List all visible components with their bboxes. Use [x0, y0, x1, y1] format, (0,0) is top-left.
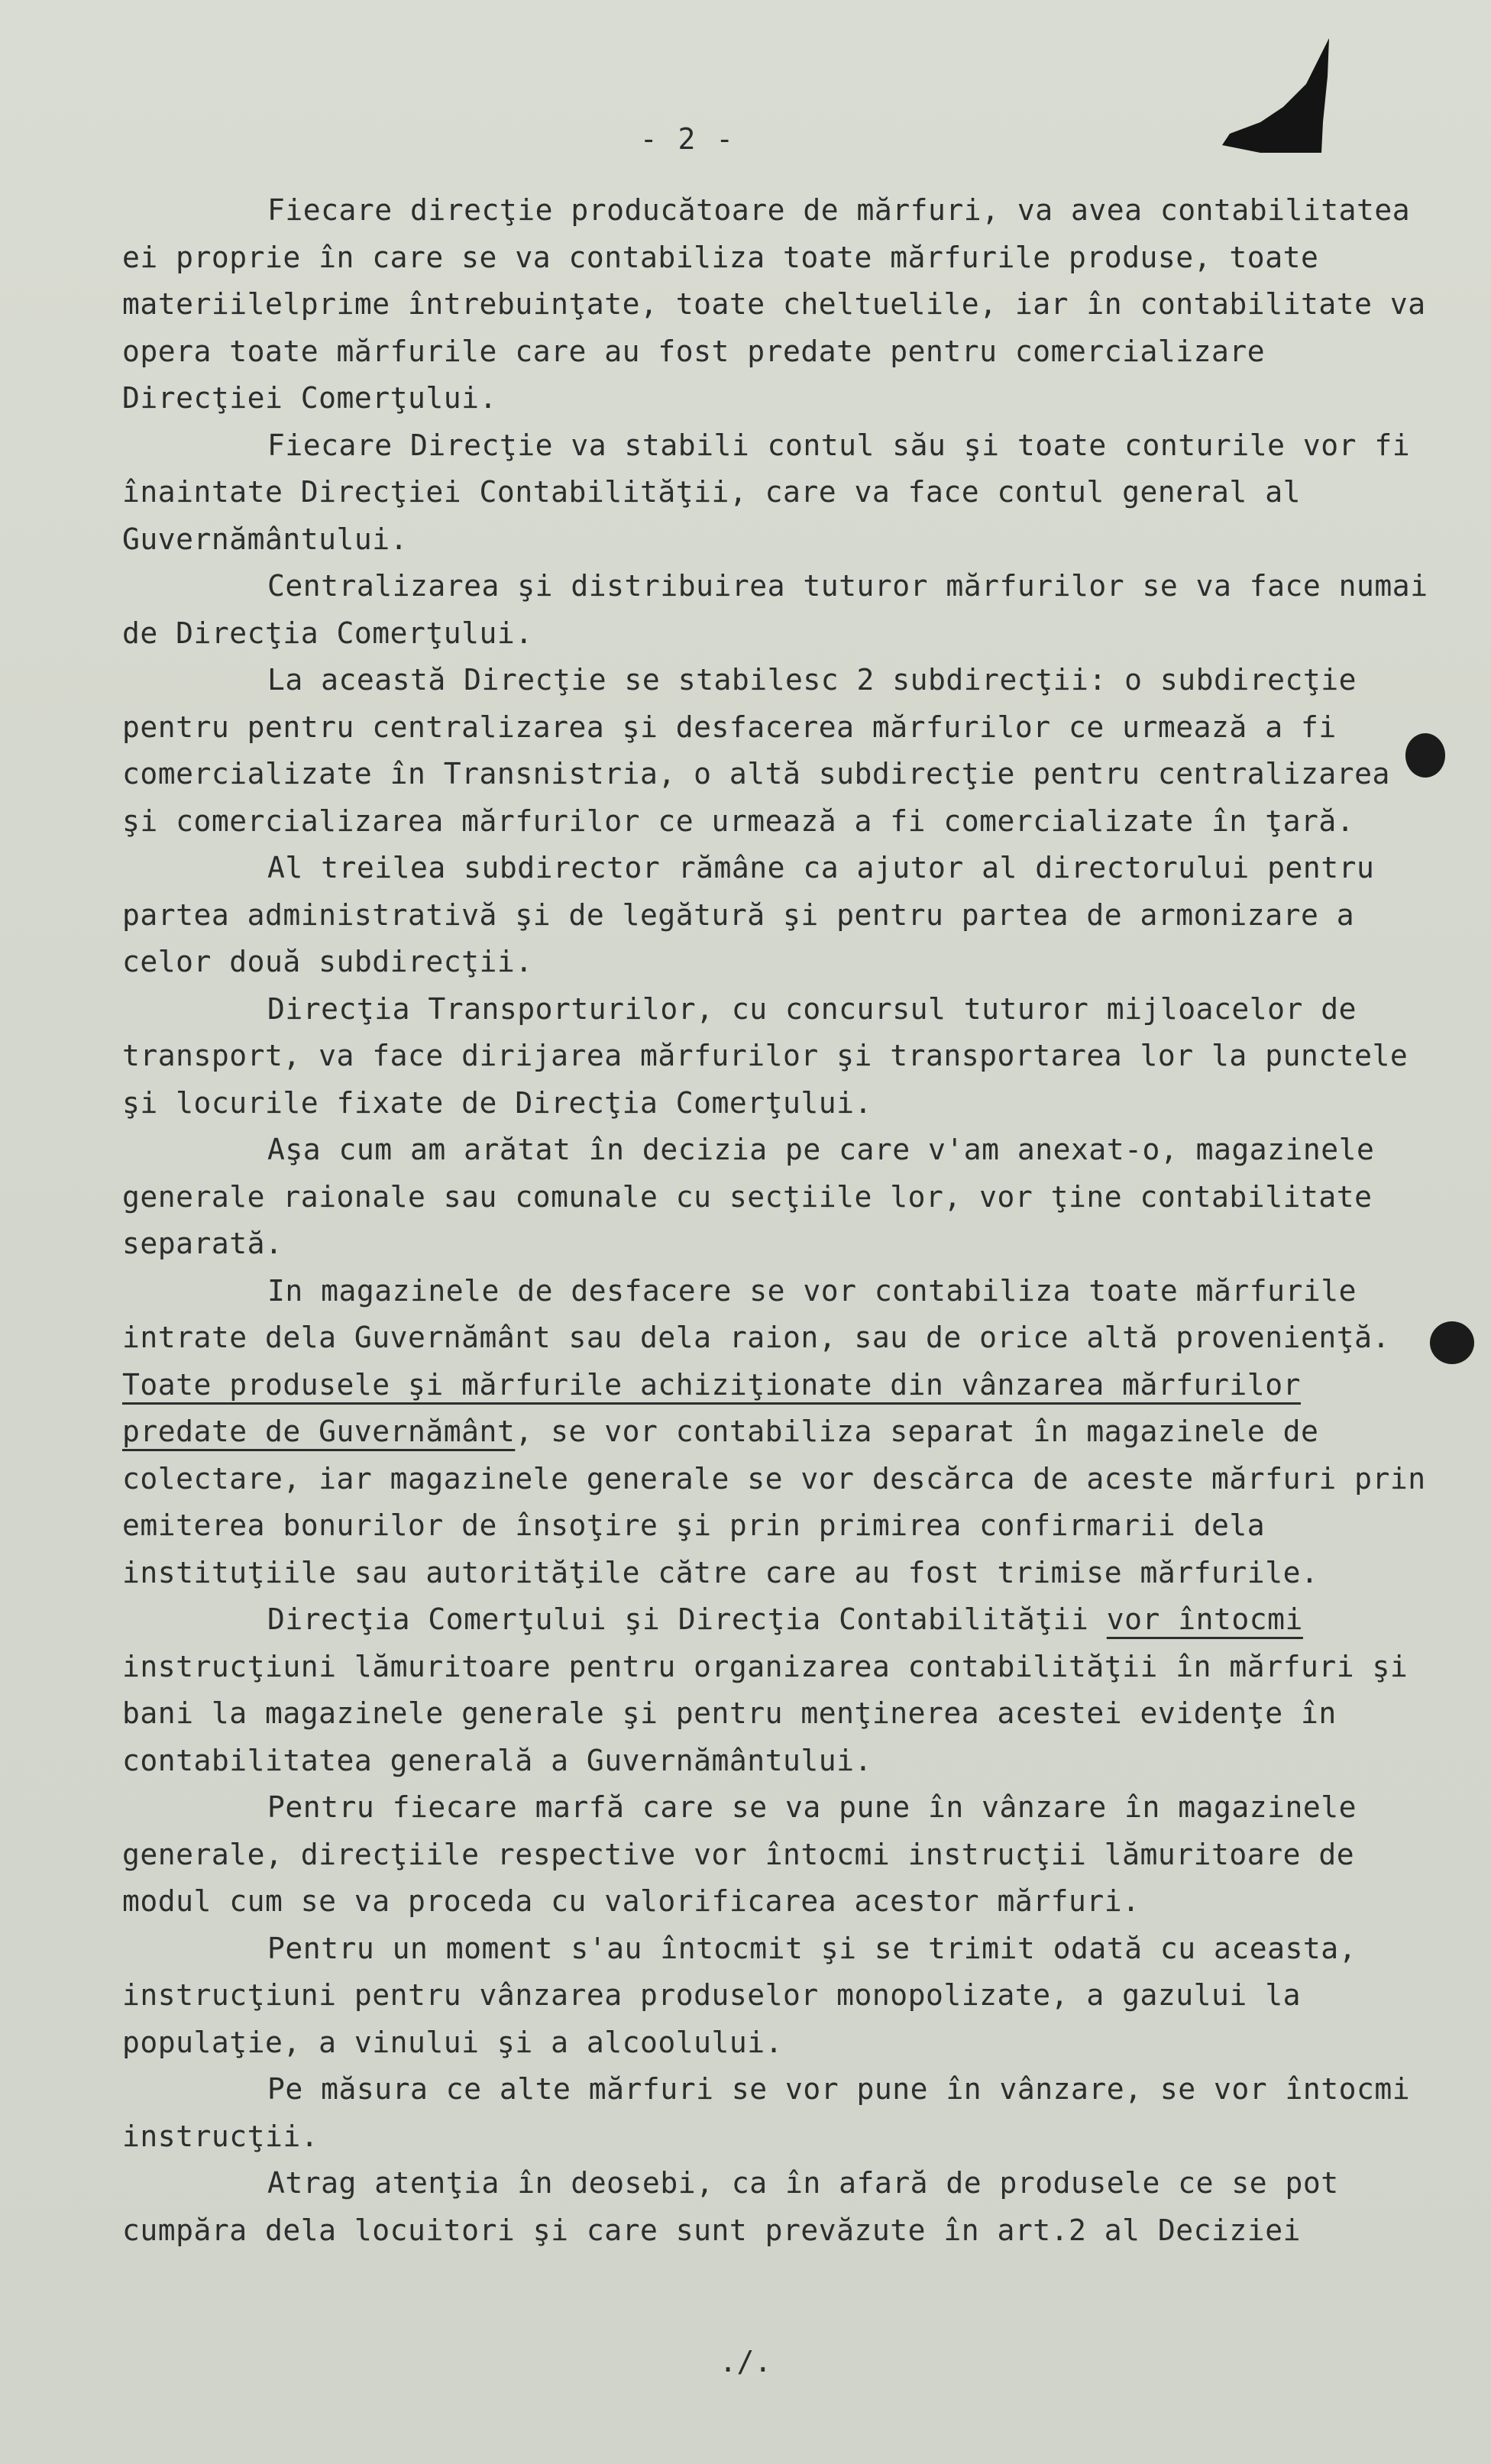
paragraph-6: Direcţia Transporturilor, cu concursul tuturor mijloacelor de transport, va face dirijarea mărfurilor şi transportarea lor la punctele şi locurile fixate de Direcţia Comerţului.: [122, 991, 1409, 1120]
paragraph-8: In magazinele de desfacere se vor contabiliza toate mărfurile intrate dela Guvernământ sau dela raion, sau de orice altă provenienţă. Toate produsele şi mărfurile achiziţionate din vânzarea mărfurilor predate de Guvernământ, se vor contabiliza separat în magazinele de colectare, iar magazinele generale se vor descărca de aceste mărfuri prin emiterea bonurilor de însoţire şi prin primirea confirmarii dela instituţiile sau autorităţile către care au fost trimise mărfurile.: [122, 1273, 1426, 1589]
paragraph-12: Pe măsura ce alte mărfuri se vor pune în vânzare, se vor întocmi instrucţii.: [122, 2072, 1411, 2153]
underlined-phrase: Toate produsele şi mărfurile achiziţionate din vânzarea mărfurilor predate de Guvernământ: [122, 1367, 1301, 1448]
paragraph-11: Pentru un moment s'au întocmit şi se trimit odată cu aceasta, instrucţiuni pentru vânzarea produselor monopolizate, a gazului la populaţie, a vinului şi a alcoolului.: [122, 1931, 1357, 2059]
paragraph-7: Aşa cum am arătat în decizia pe care v'am anexat-o, magazinele generale raionale sau comunale cu secţiile lor, vor ţine contabilitate separată.: [122, 1133, 1375, 1260]
paragraph-4: La această Direcţie se stabilesc 2 subdirecţii: o subdirecţie pentru pentru centralizarea şi desfacerea mărfurilor ce urmează a fi comercializate în Transnistria, o altă subdirecţie pentru centralizarea şi comercializarea mărfurilor ce urmează a fi comercializate în ţară.: [122, 663, 1390, 838]
underlined-phrase: vor întocmi: [1106, 1602, 1303, 1636]
paragraph-9: Direcţia Comerţului şi Direcţia Contabilităţii vor întocmi instrucţiuni lămuritoare pentru organizarea contabilităţii în mărfuri şi bani la magazinele generale şi pentru menţinerea acestei evidenţe în contabilitatea generală a Guvernământului.: [122, 1602, 1409, 1777]
continuation-mark: ./.: [719, 2345, 772, 2378]
paragraph-5: Al treilea subdirector rămâne ca ajutor al directorului pentru partea administrativă şi de legătură şi pentru partea de armonizare a celor două subdirecţii.: [122, 851, 1375, 978]
punch-hole-lower: [1430, 1321, 1474, 1364]
paragraph-10: Pentru fiecare marfă care se va pune în vânzare în magazinele generale, direcţiile respective vor întocmi instrucţii lămuritoare de modul cum se va proceda cu valorificarea acestor mărfuri.: [122, 1790, 1357, 1918]
paragraph-1: Fiecare direcţie producătoare de mărfuri, va avea contabilitatea ei proprie în care se va contabiliza toate mărfurile produse, toate materiilelprime întrebuinţate, toate cheltuelile, iar în contabilitate va opera toate mărfurile care au fost predate pentru comercializare Direcţiei Comerţului.: [122, 193, 1426, 415]
paragraph-2: Fiecare Direcţie va stabili contul său şi toate conturile vor fi înaintate Direcţiei Contabilităţii, care va face contul general al Guvernământului.: [122, 428, 1411, 556]
paragraph-13: Atrag atenţia în deosebi, ca în afară de produsele ce se pot cumpăra dela locuitori şi care sunt prevăzute în art.2 al Deciziei: [122, 2166, 1339, 2247]
paragraph-3: Centralizarea şi distribuirea tuturor mărfurilor se va face numai de Direcţia Comerţului.: [122, 569, 1428, 650]
body-text: [122, 187, 1436, 2254]
page-number: - 2 -: [639, 122, 736, 156]
